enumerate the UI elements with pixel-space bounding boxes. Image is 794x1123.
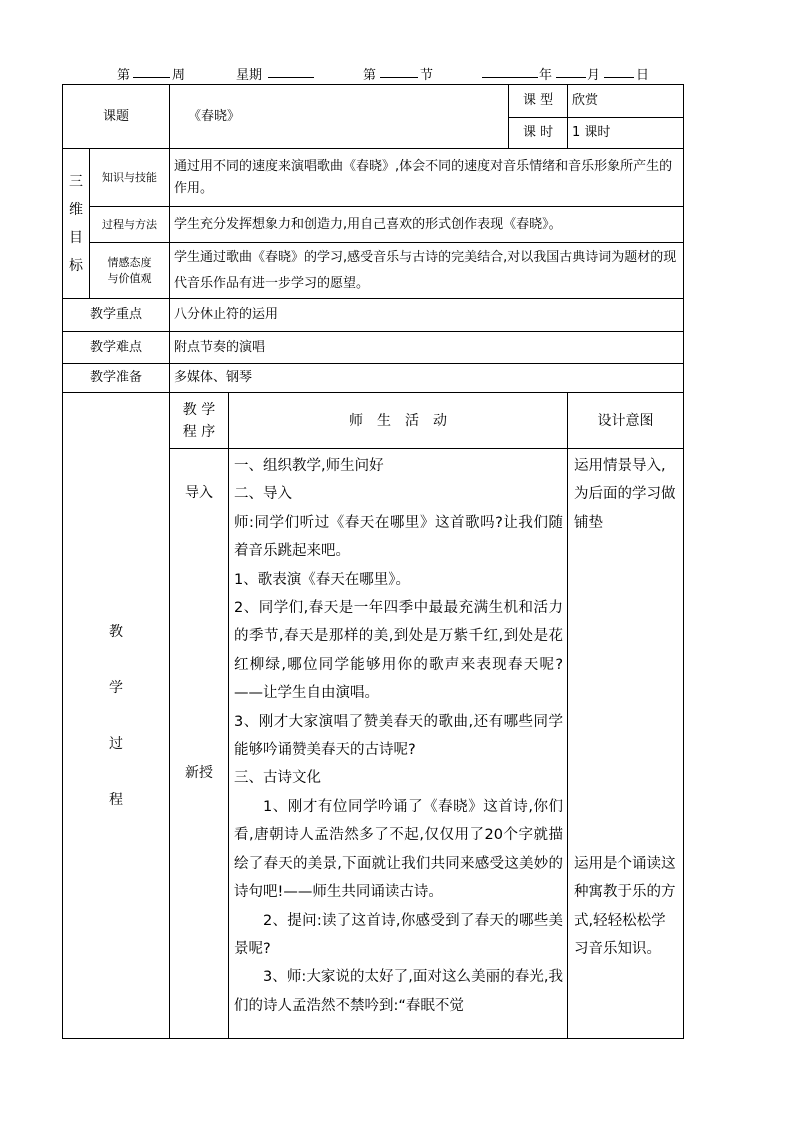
objective-knowledge-label: 知识与技能 bbox=[90, 149, 170, 207]
objective-process-label: 过程与方法 bbox=[90, 207, 170, 243]
month-label: 月 bbox=[587, 68, 601, 83]
design-column bbox=[568, 449, 684, 1039]
design-header: 设计意图 bbox=[568, 393, 684, 449]
activity-line: 2、同学们,春天是一年四季中最最充满生机和活力的季节,春天是那样的美,到处是万紫千红,到处是花红柳绿,哪位同学能够用你的歌声来表现春天呢?——让学生自由演唱。 bbox=[234, 600, 564, 702]
month-blank bbox=[556, 77, 586, 78]
type-label: 课 型 bbox=[509, 85, 568, 118]
preparation-label: 教学准备 bbox=[63, 364, 170, 393]
objective-process-text: 学生充分发挥想象力和创造力,用自己喜欢的形式创作表现《春晓》。 bbox=[170, 207, 684, 243]
activity-line: 1、刚才有位同学吟诵了《春晓》这首诗,你们看,唐朝诗人孟浩然多了不起,仅仅用了20个字就描绘了春天的美景,下面就让我们共同来感受这美妙的诗句吧!——师生共同诵读古诗。 bbox=[234, 798, 564, 901]
design-intro: 运用情景导入,为后面的学习做铺垫 bbox=[574, 458, 676, 531]
design-new: 运用是个诵读这种寓教于乐的方式,轻轻松松学习音乐知识。 bbox=[574, 856, 676, 958]
objectives-group-label: 三 维 目 标 bbox=[63, 149, 90, 299]
weekday-label: 星期 bbox=[236, 68, 263, 83]
activity-content bbox=[229, 449, 568, 1039]
objective-emotion-label: 情感态度 与价值观 bbox=[90, 243, 170, 299]
hours-value: 1 课时 bbox=[568, 118, 684, 149]
activity-line: 三、古诗文化 bbox=[234, 770, 322, 787]
year-blank bbox=[482, 77, 538, 78]
year-label: 年 bbox=[539, 68, 553, 83]
week-prefix: 第 bbox=[117, 68, 131, 83]
activity-line: 一、组织教学,师生问好 bbox=[234, 458, 384, 474]
week-blank bbox=[133, 77, 170, 78]
type-value: 欣赏 bbox=[568, 85, 684, 118]
activity-line: 3、师:大家说的太好了,面对这么美丽的春光,我们的诗人孟浩然不禁吟到:“春眠不觉 bbox=[234, 969, 564, 1014]
step-intro: 导入 bbox=[185, 485, 214, 501]
objective-emotion-text: 学生通过歌曲《春晓》的学习,感受音乐与古诗的完美结合,对以我国古典诗词为题材的现代音乐作品有进一步学习的愿望。 bbox=[170, 243, 684, 299]
period-prefix: 第 bbox=[363, 68, 377, 83]
day-blank bbox=[604, 77, 634, 78]
step-column bbox=[170, 449, 229, 1039]
week-suffix: 周 bbox=[172, 68, 186, 83]
focus-label: 教学重点 bbox=[63, 299, 170, 332]
activity-header: 师 生 活 动 bbox=[229, 393, 568, 449]
weekday-blank bbox=[268, 77, 314, 78]
activity-line: 二、导入 bbox=[234, 486, 293, 503]
preparation-value: 多媒体、钢琴 bbox=[170, 364, 684, 393]
topic-label: 课题 bbox=[63, 85, 170, 149]
date-header bbox=[62, 62, 682, 84]
activity-line: 2、提问:读了这首诗,你感受到了春天的哪些美景呢? bbox=[234, 912, 564, 957]
hours-label: 课 时 bbox=[509, 118, 568, 149]
topic-value: 《春晓》 bbox=[170, 85, 509, 149]
activity-line: 3、刚才大家演唱了赞美春天的歌曲,还有哪些同学能够吟诵赞美春天的古诗呢? bbox=[234, 713, 564, 759]
step-header: 教 学 程 序 bbox=[170, 393, 229, 449]
difficulty-label: 教学难点 bbox=[63, 332, 170, 364]
period-suffix: 节 bbox=[420, 68, 434, 83]
lesson-plan-table bbox=[62, 84, 684, 1039]
objective-knowledge-text: 通过用不同的速度来演唱歌曲《春晓》,体会不同的速度对音乐情绪和音乐形象所产生的作用。 bbox=[170, 149, 684, 207]
step-new: 新授 bbox=[185, 765, 214, 781]
difficulty-value: 附点节奏的演唱 bbox=[170, 332, 684, 364]
period-blank bbox=[380, 77, 418, 78]
day-label: 日 bbox=[636, 68, 650, 83]
process-group-label: 教 学 过 程 bbox=[63, 393, 170, 1039]
activity-line: 师:同学们听过《春天在哪里》这首歌吗?让我们随着音乐跳起来吧。 bbox=[234, 514, 564, 560]
focus-value: 八分休止符的运用 bbox=[170, 299, 684, 332]
activity-line: 1、歌表演《春天在哪里》。 bbox=[234, 571, 410, 588]
